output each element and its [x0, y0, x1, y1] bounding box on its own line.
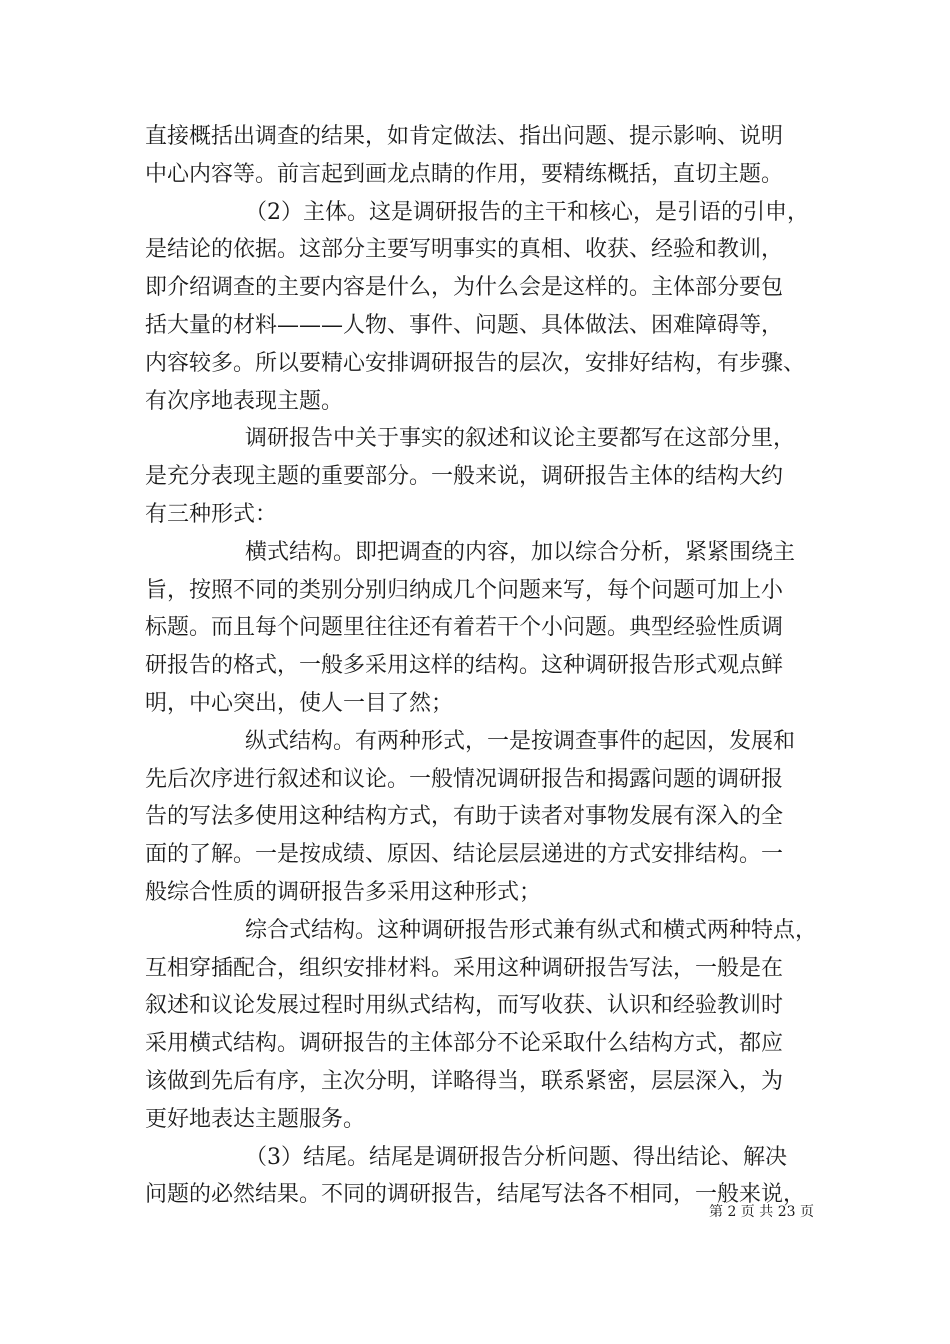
paragraph [145, 912, 825, 1139]
text-line: 是结论的依据。这部分主要写明事实的真相、收获、经验和教训， [145, 237, 784, 263]
text-line: 标题。而且每个问题里往往还有着若干个小问题。典型经验性质调 [145, 615, 784, 641]
text-line: 综合式结构。这种调研报告形式兼有纵式和横式两种特点， [245, 917, 818, 943]
text-line: 该做到先后有序，主次分明，详略得当，联系紧密，层层深入，为 [145, 1068, 784, 1094]
text-line: 调研报告中关于事实的叙述和议论主要都写在这部分里， [245, 426, 796, 452]
text-line: 纵式结构。有两种形式，一是按调查事件的起因，发展和 [245, 728, 796, 754]
text-line: 直接概括出调查的结果，如肯定做法、指出问题、提示影响、说明 [145, 124, 784, 149]
text-line: 面的了解。一是按成绩、原因、结论层层递进的方式安排结构。一 [145, 842, 784, 868]
paragraph [145, 723, 825, 912]
text-line: 更好地表达主题服务。 [145, 1106, 366, 1132]
text-line: 内容较多。所以要精心安排调研报告的层次，安排好结构，有步骤、 [145, 350, 806, 376]
text-line: 互相穿插配合，组织安排材料。采用这种调研报告写法，一般是在 [145, 955, 784, 981]
text-line: 括大量的材料———人物、事件、问题、具体做法、困难障碍等， [145, 312, 784, 338]
text-line: 有次序地表现主题。 [145, 388, 344, 414]
text-line: （2）主体。这是调研报告的主干和核心，是引语的引申， [245, 199, 809, 225]
text-line: 横式结构。即把调查的内容，加以综合分析，紧紧围绕主 [245, 539, 796, 565]
paragraph [145, 194, 825, 421]
text-line: 研报告的格式，一般多采用这样的结构。这种调研报告形式观点鲜 [145, 653, 784, 679]
text-line: 采用横式结构。调研报告的主体部分不论采取什么结构方式，都应 [145, 1031, 784, 1057]
text-line: 般综合性质的调研报告多采用这种形式； [145, 879, 542, 905]
text-line: 中心内容等。前言起到画龙点睛的作用，要精练概括，直切主题。 [145, 161, 784, 187]
text-line: 叙述和议论发展过程时用纵式结构，而写收获、认识和经验教训时 [145, 993, 784, 1019]
text-line: 告的写法多使用这种结构方式，有助于读者对事物发展有深入的全 [145, 804, 784, 830]
paragraph [145, 420, 825, 533]
text-line: 问题的必然结果。不同的调研报告，结尾写法各不相同，一般来说， [145, 1182, 806, 1208]
text-line: 旨，按照不同的类别分别归纳成几个问题来写，每个问题可加上小 [145, 577, 784, 603]
page-number-footer: 第 2 页 共 23 页 [709, 1204, 814, 1220]
paragraph [145, 118, 825, 194]
text-line: （3）结尾。结尾是调研报告分析问题、得出结论、解决 [245, 1144, 787, 1170]
text-line: 即介绍调查的主要内容是什么，为什么会是这样的。主体部分要包 [145, 275, 784, 301]
text-line: 先后次序进行叙述和议论。一般情况调研报告和揭露问题的调研报 [145, 766, 784, 792]
text-line: 是充分表现主题的重要部分。一般来说，调研报告主体的结构大约 [145, 464, 784, 490]
paragraph [145, 534, 825, 723]
text-line: 明，中心突出，使人一目了然； [145, 690, 454, 716]
body-text [145, 118, 825, 1214]
text-line: 有三种形式： [145, 501, 278, 527]
